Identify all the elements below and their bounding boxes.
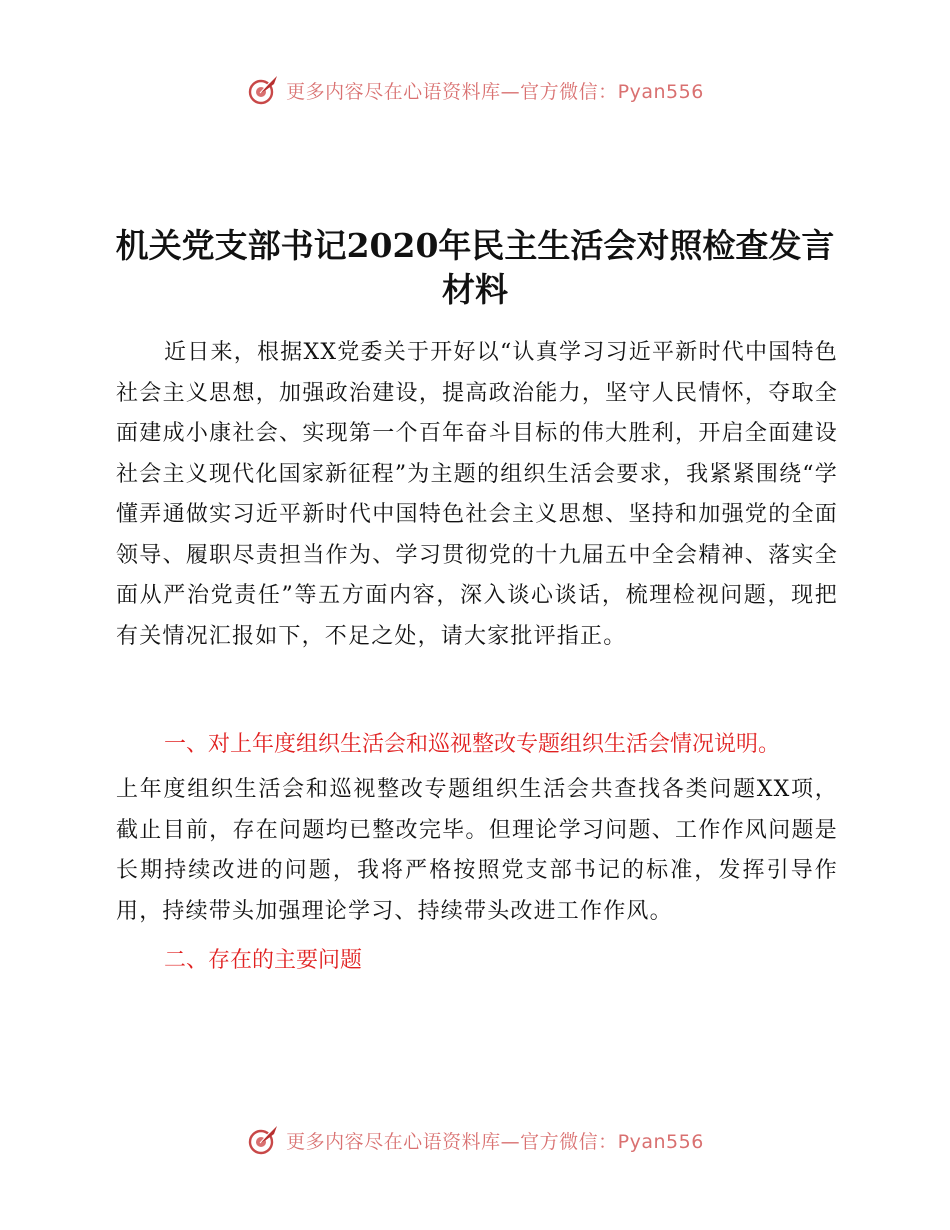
intro-paragraph: 近日来，根据XX党委关于开好以“认真学习习近平新时代中国特色社会主义思想，加强政治建设，提高政治能力，坚守人民情怀，夺取全面建成小康社会、实现第一个百年奋斗目标的伟大胜利，开启全面建设社会主义现代化国家新征程”为主题的组织生活会要求，我紧紧围绕“学懂弄通做实习近平新时代中国特色社会主义思想、坚持和加强党的全面领导、履职尽责担当作为、学习贯彻党的十九届五中全会精神、落实全面从严治党责任”等五方面内容，深入谈心谈话，梳理检视问题，现把有关情况汇报如下，不足之处，请大家批评指正。	[116, 340, 838, 649]
watermark-banner-bottom	[0, 1120, 950, 1160]
quill-logo-icon	[246, 73, 280, 107]
watermark-text: 更多内容尽在心语资料库—官方微信：Pyan556	[286, 80, 704, 103]
quill-logo-icon	[246, 1123, 280, 1157]
section-heading-1: 一、对上年度组织生活会和巡视整改专题组织生活会情况说明。	[164, 732, 781, 757]
section-1-paragraph: 上年度组织生活会和巡视整改专题组织生活会共查找各类问题XX项，截止目前，存在问题均已整改完毕。但理论学习问题、工作作风问题是长期持续改进的问题，我将严格按照党支部书记的标准，发挥引导作用，持续带头加强理论学习、持续带头改进工作作风。	[116, 777, 838, 924]
section-heading-2: 二、存在的主要问题	[164, 948, 363, 973]
watermark-banner-top	[0, 70, 950, 110]
document-title: 机关党支部书记2020年民主生活会对照检查发言材料	[115, 226, 835, 309]
watermark-text: 更多内容尽在心语资料库—官方微信：Pyan556	[286, 1130, 704, 1153]
